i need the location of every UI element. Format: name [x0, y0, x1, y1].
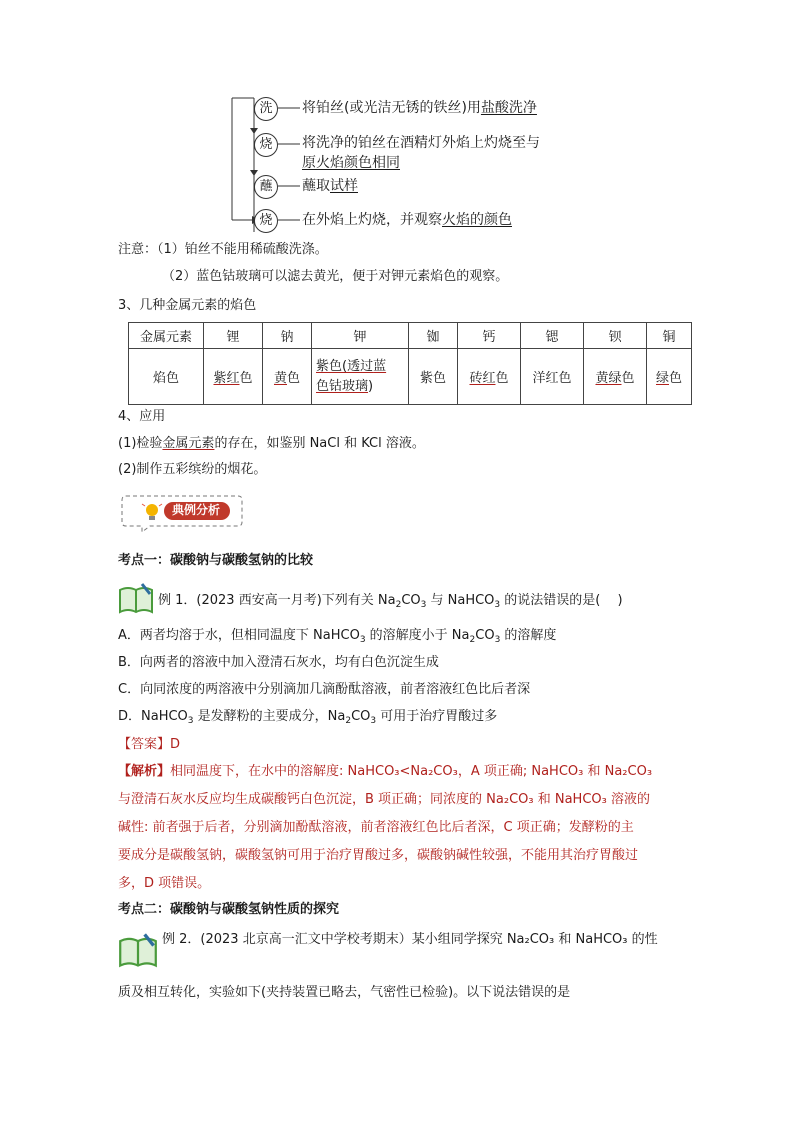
analysis-line-5: 多，D 项错误。	[118, 876, 211, 891]
flow-lines	[0, 0, 794, 240]
analysis-line-2: 与澄清石灰水反应均生成碳酸钙白色沉淀，B 项正确；同浓度的 Na₂CO₃ 和 NaHCO₃ 溶液的	[118, 792, 650, 807]
flame-color-table	[128, 322, 692, 405]
flow-step-burn-2: 烧	[254, 209, 278, 233]
bulb-icon	[146, 504, 158, 516]
flow-text-2: 将洗净的铂丝在酒精灯外焰上灼烧至与	[302, 135, 540, 151]
section4-title: 4、应用	[118, 409, 166, 424]
book-icon	[118, 930, 158, 970]
table-cell-k: 紫色(透过蓝 色钴玻璃)	[312, 349, 409, 405]
table-cell: 焰色	[129, 349, 204, 405]
table-cell-cu: 绿色	[647, 349, 692, 405]
table-header: 金属元素	[129, 323, 204, 349]
section4-item-2: (2)制作五彩缤纷的烟花。	[118, 462, 267, 477]
kaodian-2: 考点二：碳酸钠与碳酸氢钠性质的探究	[118, 902, 340, 917]
note-1: 注意：（1）铂丝不能用稀硫酸洗涤。	[118, 242, 328, 257]
table-header: 锶	[521, 323, 584, 349]
flow-text-1: 将铂丝(或光洁无锈的铁丝)用盐酸洗净	[302, 100, 537, 116]
analysis-line-3: 碱性: 前者强于后者，分别滴加酚酞溶液，前者溶液红色比后者深，C 项正确；发酵粉的主	[118, 820, 634, 835]
section3-title: 3、几种金属元素的焰色	[118, 298, 257, 313]
example-2-line-2: 质及相互转化，实验如下(夹持装置已略去，气密性已检验)。以下说法错误的是	[118, 985, 571, 1000]
table-row	[129, 349, 692, 405]
table-header-row	[129, 323, 692, 349]
analysis-line-1: 【解析】相同温度下，在水中的溶解度: NaHCO₃<Na₂CO₃，A 项正确; NaHCO₃ 和 Na₂CO₃	[118, 764, 653, 779]
table-header: 锂	[204, 323, 263, 349]
kaodian-1: 考点一：碳酸钠与碳酸氢钠的比较	[118, 553, 314, 568]
flow-text-3: 蘸取试样	[302, 178, 358, 194]
table-header: 铷	[409, 323, 458, 349]
flow-step-wash: 洗	[254, 97, 278, 121]
option-b: B．向两者的溶液中加入澄清石灰水，均有白色沉淀生成	[118, 655, 439, 670]
option-c: C．向同浓度的两溶液中分别滴加几滴酚酞溶液，前者溶液红色比后者深	[118, 682, 531, 697]
example-1-stem: 例 1．(2023 西安高一月考)下列有关 $Na_2CO_3$ 与 NaHCO$_3$ 的说法错误的是( )	[158, 593, 623, 610]
table-header: 钙	[458, 323, 521, 349]
flow-text-4: 在外焰上灼烧，并观察火焰的颜色	[302, 212, 512, 228]
analysis-line-4: 要成分是碳酸氢钠，碳酸氢钠可用于治疗胃酸过多，碳酸钠碱性较强，不能用其治疗胃酸过	[118, 848, 639, 863]
section4-item-1: (1)检验金属元素的存在，如鉴别 NaCl 和 KCl 溶液。	[118, 436, 425, 451]
table-cell-ba: 黄绿色	[584, 349, 647, 405]
table-cell-li: 紫红色	[204, 349, 263, 405]
flow-text-2b: 原火焰颜色相同	[302, 155, 400, 171]
option-d: D．NaHCO$_3$ 是发酵粉的主要成分，$Na_2CO_3$ 可用于治疗胃酸过多	[118, 709, 498, 726]
note-2: （2）蓝色钴玻璃可以滤去黄光，便于对钾元素焰色的观察。	[162, 269, 509, 284]
table-header: 钾	[312, 323, 409, 349]
answer: 【答案】D	[118, 737, 181, 752]
book-icon	[118, 580, 154, 616]
table-cell-na: 黄色	[263, 349, 312, 405]
option-a: A．两者均溶于水，但相同温度下 NaHCO$_3$ 的溶解度小于 $Na_2CO_3$ 的溶解度	[118, 628, 557, 645]
table-cell-sr: 洋红色	[521, 349, 584, 405]
table-header: 钡	[584, 323, 647, 349]
table-header: 铜	[647, 323, 692, 349]
flow-step-burn: 烧	[254, 133, 278, 157]
flow-step-dip: 蘸	[254, 175, 278, 199]
example-2-line-1: 例 2．(2023 北京高一汇文中学校考期末）某小组同学探究 Na₂CO₃ 和 NaHCO₃ 的性	[162, 932, 658, 947]
table-cell-ca: 砖红色	[458, 349, 521, 405]
table-cell-rb: 紫色	[409, 349, 458, 405]
table-header: 钠	[263, 323, 312, 349]
badge-text: 典例分析	[172, 503, 221, 517]
